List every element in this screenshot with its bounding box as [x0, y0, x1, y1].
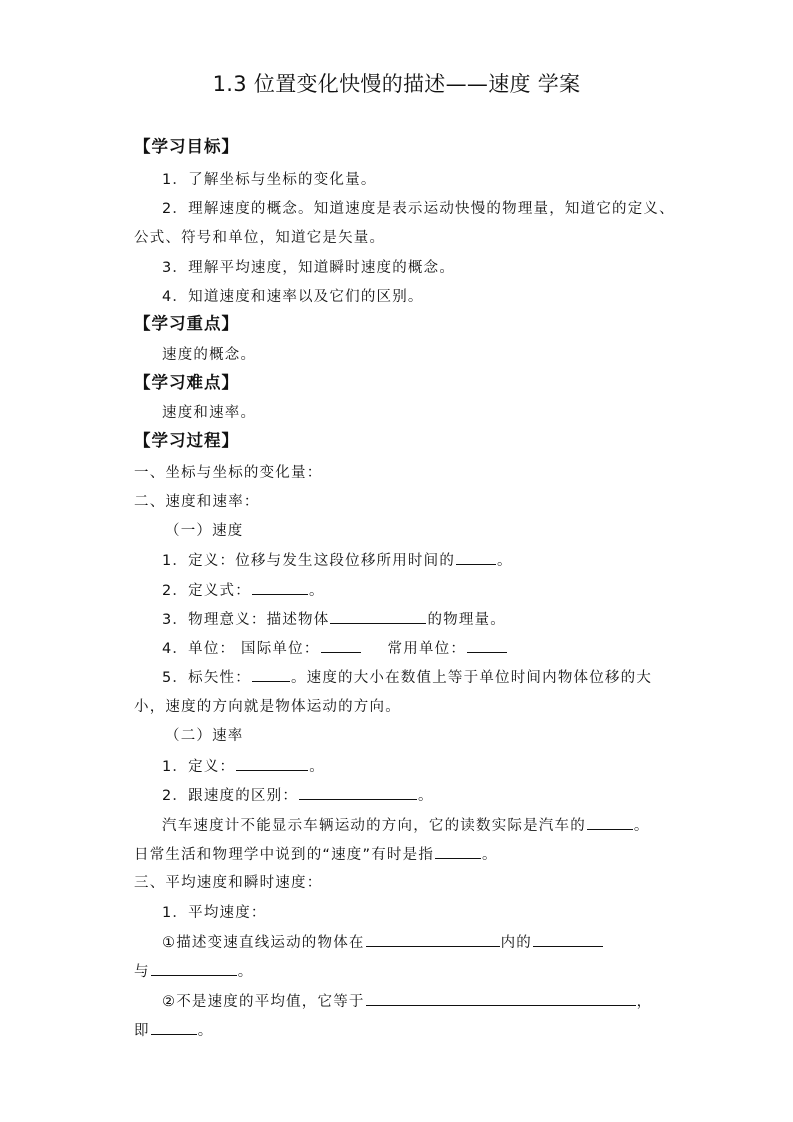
blank-speed-formula	[252, 580, 308, 595]
average-speed-item-2	[162, 991, 652, 1012]
rate-difference-end: 。	[418, 788, 434, 804]
rate-definition-end: 。	[309, 759, 325, 775]
speed-definition-text: 1．定义：位移与发生这段位移所用时间的	[162, 553, 456, 569]
blank-avg-time-ratio	[151, 961, 237, 976]
speed-units-si: 4．单位： 国际单位：	[162, 641, 320, 657]
avg-item-2-text: ②不是速度的平均值，它等于	[162, 994, 365, 1010]
difficulty-text: 速度和速率。	[162, 405, 257, 421]
blank-speed-vector	[252, 667, 290, 682]
blank-avg-time	[366, 932, 500, 947]
speed-meaning-text: 3．物理意义：描述物体	[162, 612, 330, 628]
speed-definition-end: 。	[497, 553, 513, 569]
difficulty-heading: 【学习难点】	[134, 373, 239, 392]
speed-vector-text: 5．标矢性：	[162, 670, 251, 686]
average-speed-heading: 1．平均速度：	[162, 905, 267, 921]
speed-vector-rest: 。速度的大小在数值上等于单位时间内物体位移的大	[290, 670, 653, 686]
goal-item-4: 4．知道速度和速率以及它们的区别。	[162, 289, 424, 305]
key-point-heading: 【学习重点】	[134, 314, 239, 333]
speedometer-text: 汽车速度计不能显示车辆运动的方向，它的读数实际是汽车的	[162, 818, 586, 834]
blank-speed-meaning	[330, 609, 426, 624]
page-title: 1.3 位置变化快慢的描述——速度 学案	[212, 72, 581, 96]
rate-definition	[162, 756, 325, 777]
speed-definition	[162, 550, 513, 571]
avg-item-1-and: 与	[134, 964, 150, 980]
speed-vector	[162, 667, 652, 688]
speedometer-end: 。	[633, 818, 650, 834]
speed-units	[162, 638, 508, 659]
average-speed-item-1-cont	[134, 961, 253, 982]
blank-speed-definition	[456, 550, 496, 565]
avg-item-1-text: ①描述变速直线运动的物体在	[162, 935, 365, 951]
speed-meaning-end: 的物理量。	[427, 612, 506, 628]
speed-formula-text: 2．定义式：	[162, 583, 251, 599]
speed-meaning	[162, 609, 506, 630]
blank-avg-displacement	[533, 932, 603, 947]
blank-avg-equals	[366, 991, 636, 1006]
subsection-speed: （一）速度	[165, 523, 244, 539]
rate-difference-text: 2．跟速度的区别：	[162, 788, 299, 804]
blank-rate-difference	[299, 785, 417, 800]
goal-item-2-cont: 公式、符号和单位，知道它是矢量。	[134, 230, 386, 246]
blank-daily-speed	[435, 844, 481, 859]
daily-speed-end: 。	[482, 847, 498, 863]
rate-definition-text: 1．定义：	[162, 759, 236, 775]
blank-speedometer	[587, 815, 633, 830]
avg-item-2-end: 。	[197, 1023, 214, 1039]
process-heading: 【学习过程】	[134, 431, 239, 450]
avg-item-2-ie: 即	[134, 1023, 150, 1039]
rate-difference	[162, 785, 434, 806]
average-speed-item-2-cont	[134, 1020, 213, 1041]
section-2-heading: 二、速度和速率：	[134, 494, 260, 510]
speed-vector-cont: 小，速度的方向就是物体运动的方向。	[134, 699, 401, 715]
section-3-heading: 三、平均速度和瞬时速度：	[134, 875, 323, 891]
goal-item-2: 2．理解速度的概念。知道速度是表示运动快慢的物理量，知道它的定义、	[162, 201, 675, 217]
blank-common-unit	[467, 638, 507, 653]
speed-units-common: 常用单位：	[387, 641, 467, 657]
avg-item-1-mid: 内的	[500, 935, 533, 951]
avg-item-2-comma: ，	[636, 994, 653, 1010]
key-point-text: 速度的概念。	[162, 347, 257, 363]
blank-rate-definition	[236, 756, 308, 771]
daily-speed-text: 日常生活和物理学中说到的“速度”有时是指	[134, 847, 435, 863]
subsection-rate: （二）速率	[165, 728, 244, 744]
daily-speed-note	[134, 844, 498, 865]
section-1-heading: 一、坐标与坐标的变化量：	[134, 465, 323, 481]
avg-item-1-end: 。	[237, 964, 254, 980]
goal-item-1: 1．了解坐标与坐标的变化量。	[162, 172, 377, 188]
blank-avg-formula	[151, 1020, 197, 1035]
speed-formula-end: 。	[308, 583, 325, 599]
goal-item-3: 3．理解平均速度，知道瞬时速度的概念。	[162, 260, 456, 276]
goals-heading: 【学习目标】	[134, 137, 239, 156]
blank-si-unit	[321, 638, 361, 653]
speedometer-note	[162, 815, 650, 836]
average-speed-item-1	[162, 932, 604, 953]
speed-formula	[162, 580, 325, 601]
